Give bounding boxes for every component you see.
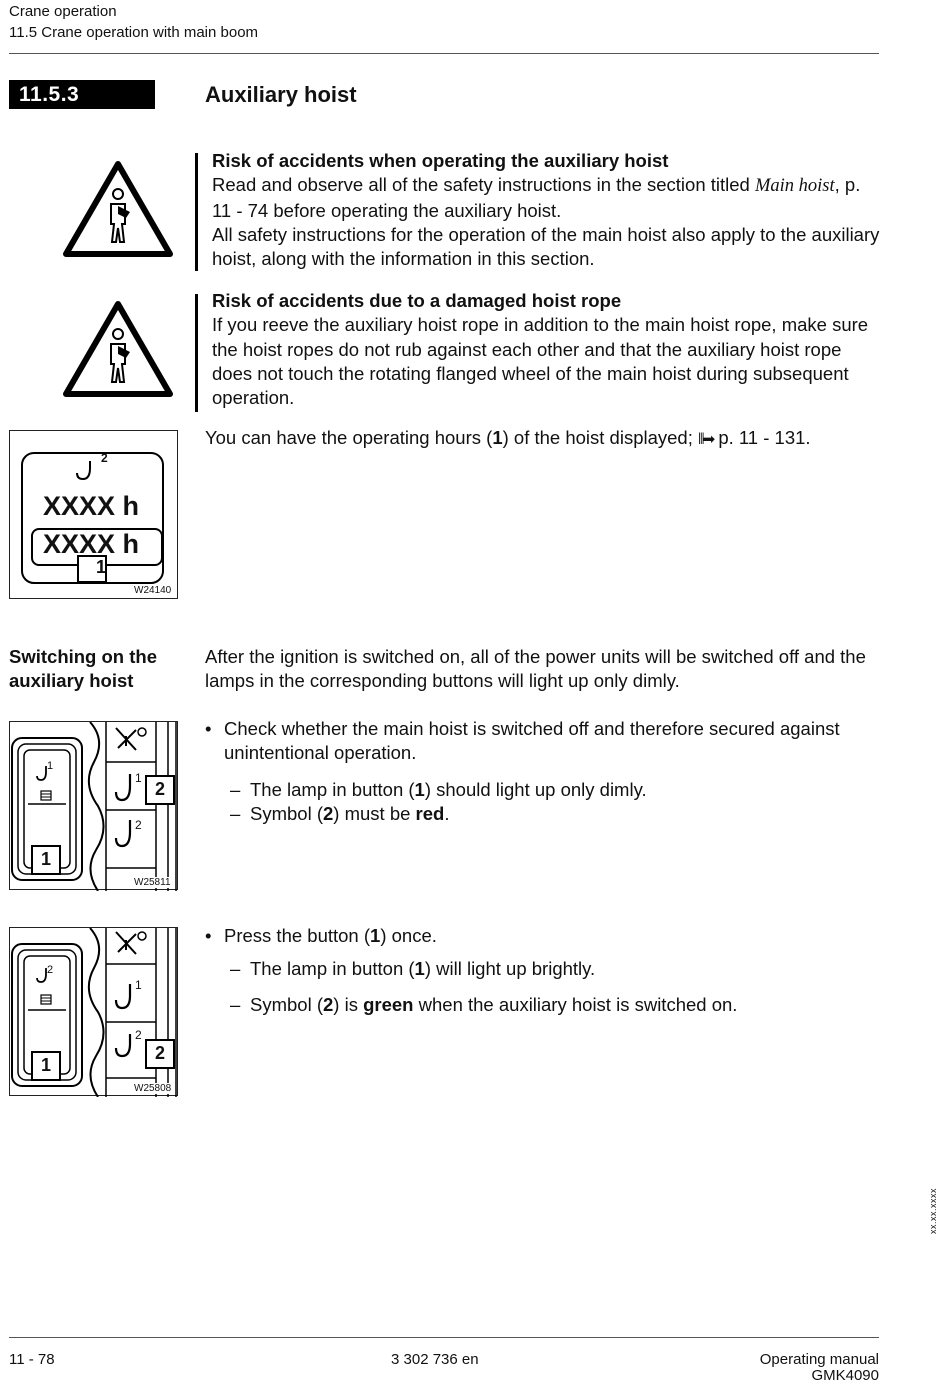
callout-1: 1 — [40, 1055, 51, 1075]
header-rule — [9, 53, 879, 54]
bullet-check-main-hoist — [205, 717, 865, 766]
figure-operating-hours — [9, 430, 178, 599]
text-part: ) should light up only dimly. — [424, 779, 647, 800]
callout-ref: 1 — [492, 427, 503, 448]
symbol-superscript: 2 — [135, 1028, 142, 1042]
text-part: ) must be — [333, 803, 416, 824]
text-part: Press the button ( — [224, 925, 371, 946]
text-part: ) once. — [380, 925, 437, 946]
figure-code: W25808 — [134, 1083, 172, 1094]
callout-2: 2 — [154, 779, 165, 799]
warning-bar — [195, 294, 198, 412]
figure-code: W24140 — [134, 585, 172, 596]
warning-bar — [195, 153, 198, 271]
callout-1: 1 — [40, 849, 51, 869]
figure-button-panel-off — [9, 721, 178, 890]
arrow-reference-icon: ⦀➡ — [698, 431, 714, 448]
display-hours-line-1: XXXX h — [43, 491, 140, 521]
bullet-press-button — [205, 924, 865, 948]
warning-accident-auxiliary-hoist — [212, 149, 884, 271]
page-reference[interactable]: p. 11 - 131. — [718, 427, 811, 448]
warning-text-part: , p. 11 - 74 before operating the auxiliary hoist. — [212, 174, 861, 221]
emphasis-red: red — [415, 803, 445, 824]
text-part: ) of the hoist displayed; — [502, 427, 698, 448]
dash-text — [250, 993, 870, 1017]
text-part: The lamp in button ( — [250, 958, 415, 979]
warning-triangle-icon — [60, 158, 176, 260]
button-superscript: 2 — [47, 964, 54, 976]
text-part: Symbol ( — [250, 803, 323, 824]
text-part: ) is — [333, 994, 364, 1015]
warning-text: All safety instructions for the operation of the main hoist also apply to the auxiliary hoist, along with the information in this section. — [212, 223, 880, 270]
callout-ref: 1 — [414, 779, 425, 800]
dash-text — [250, 802, 870, 826]
callout-ref: 2 — [323, 994, 334, 1015]
header-section: 11.5 Crane operation with main boom — [9, 24, 259, 41]
warning-damaged-hoist-rope — [212, 289, 884, 410]
warning-title: Risk of accidents when operating the auxiliary hoist — [212, 150, 669, 171]
dash-marker: – — [230, 994, 241, 1015]
text-part: . — [444, 803, 450, 824]
figure-button-panel-on — [9, 927, 178, 1096]
emphasis-green: green — [363, 994, 414, 1015]
callout-ref: 2 — [323, 803, 334, 824]
button-superscript: 1 — [47, 760, 54, 772]
dash-lamp-dim — [230, 778, 870, 802]
reference-main-hoist[interactable]: Main hoist — [754, 176, 835, 197]
footer-rule — [9, 1337, 879, 1338]
footer-page-number: 11 - 78 — [9, 1351, 55, 1368]
dash-symbol-red — [230, 802, 870, 826]
callout-ref: 1 — [414, 958, 425, 979]
header-chapter: Crane operation — [9, 3, 117, 20]
text-part: when the auxiliary hoist is switched on. — [413, 994, 738, 1015]
callout-ref: 1 — [370, 925, 381, 946]
bullet-dot: • — [205, 718, 212, 739]
bullet-text: Check whether the main hoist is switched off and therefore secured against unintentional operation. — [224, 718, 840, 764]
bullet-dot: • — [205, 925, 212, 946]
margin-code: xx.xx.xxxx — [928, 1188, 938, 1235]
section-title: Auxiliary hoist — [205, 82, 357, 107]
operating-hours-text — [205, 426, 885, 452]
dash-marker: – — [230, 958, 241, 979]
hook-superscript: 2 — [101, 451, 108, 465]
switching-intro: After the ignition is switched on, all of the power units will be switched off and the lamps in the corresponding buttons will light up only dimly. — [205, 646, 866, 692]
dash-text — [250, 778, 870, 802]
footer-model: GMK4090 — [811, 1367, 879, 1384]
warning-text: If you reeve the auxiliary hoist rope in addition to the main hoist rope, make sure the hoist ropes do not rub against each other and that the auxiliary hoist rope does not touch the rotating flanged wheel of the main hoist during subsequent operation. — [212, 314, 869, 409]
text-part: You can have the operating hours ( — [205, 427, 493, 448]
footer-doc-number: 3 302 736 en — [391, 1351, 479, 1368]
bullet-text — [224, 924, 865, 948]
text-part: Symbol ( — [250, 994, 323, 1015]
callout-1: 1 — [95, 557, 106, 577]
text-part: ) will light up brightly. — [424, 958, 596, 979]
section-number: 11.5.3 — [9, 80, 155, 109]
callout-2: 2 — [154, 1043, 165, 1063]
footer-manual: Operating manual — [759, 1351, 879, 1368]
display-hours-line-2: XXXX h — [43, 529, 140, 559]
warning-triangle-icon — [60, 298, 176, 400]
symbol-superscript: 2 — [135, 818, 142, 832]
symbol-superscript: 1 — [135, 771, 142, 785]
warning-title: Risk of accidents due to a damaged hoist rope — [212, 290, 622, 311]
dash-text — [250, 957, 870, 981]
dash-symbol-green — [230, 993, 870, 1017]
warning-text — [212, 173, 884, 223]
dash-marker: – — [230, 803, 241, 824]
figure-code: W25811 — [134, 877, 171, 888]
text-part: The lamp in button ( — [250, 779, 415, 800]
dash-marker: – — [230, 779, 241, 800]
dash-lamp-bright — [230, 957, 870, 981]
warning-text-part: Read and observe all of the safety instructions in the section titled — [212, 174, 755, 196]
symbol-superscript: 1 — [135, 978, 142, 992]
side-heading-switching-on: Switching on the auxiliary hoist — [9, 646, 157, 692]
